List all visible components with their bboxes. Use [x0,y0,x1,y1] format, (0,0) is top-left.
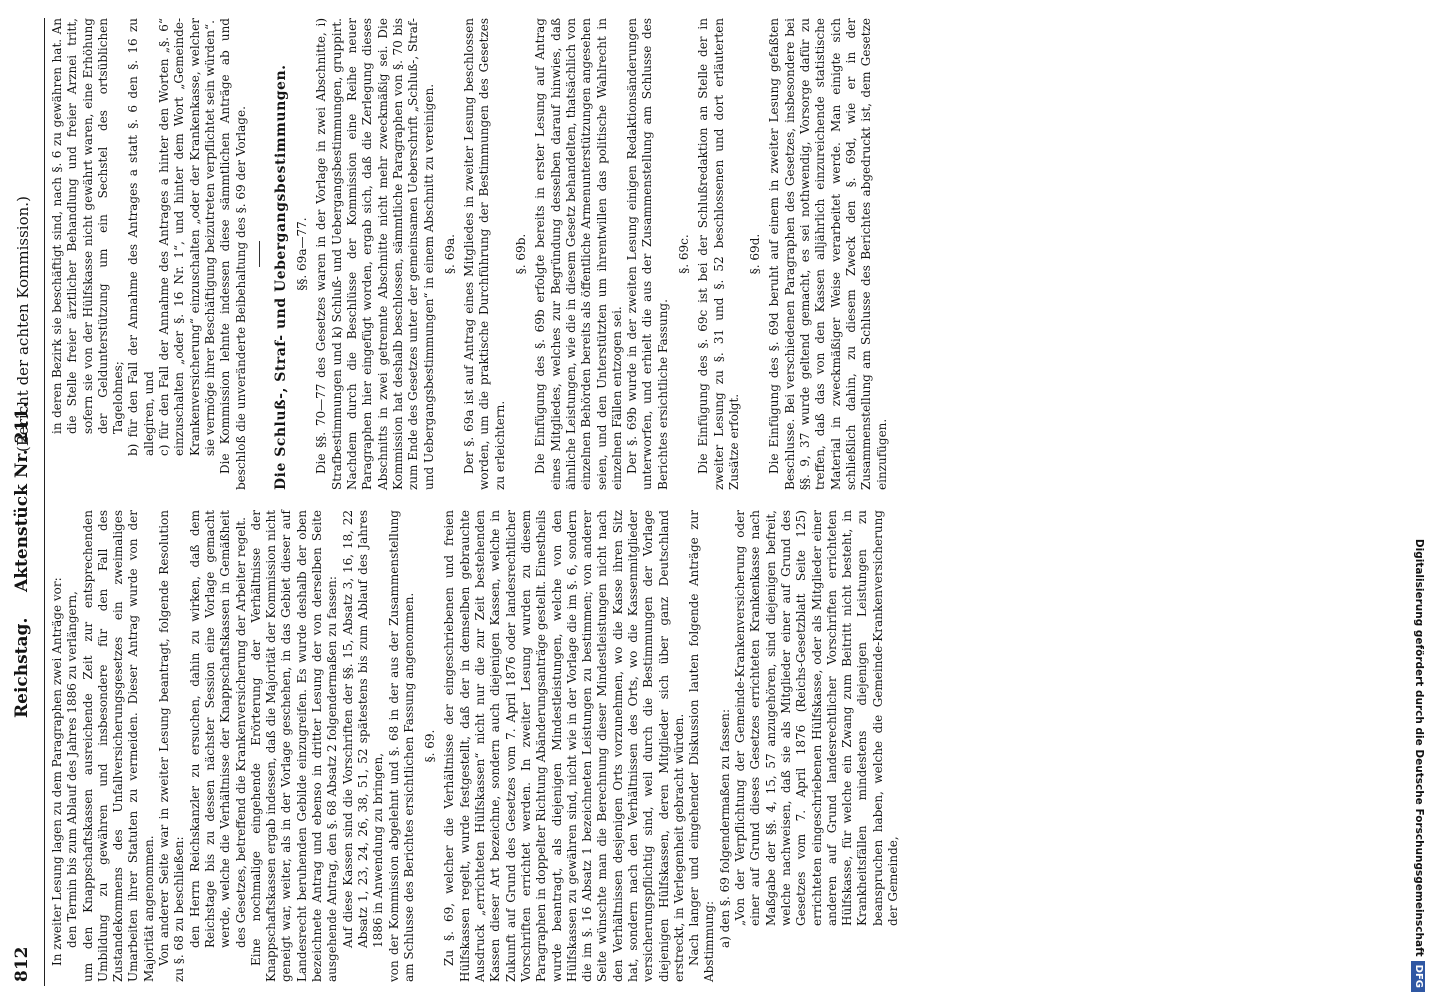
paragraph: Die Einfügung des §. 69c ist bei der Schlußredaktion an Stelle der in zweiter Lesung zu §. 31 und §. 52 beschlossenen und dort erläuterten Zusätze erfolgt. [696,18,741,490]
paragraph: um den Knappschaftskassen ausreichende Zeit zur entsprechenden Umbildung zu gewähren und insbesondere für den Fall des Zustandekommens des Unfallversicherungsgesetzes ein zweimaliges Umarbeiten ihrer Statuten zu vermeiden. Dieser Antrag wurde von der Majorität angenommen. [80,510,156,982]
quoted-proposal: den Termin bis zum Ablauf des Jahres 1886 zu verlängern, [65,591,80,948]
paragraph: Die §§. 70—77 des Gesetzes waren in der Vorlage in zwei Abschnitte, i) Strafbestimmungen und k) Schluß- und Uebergangsbestimmungen, gruppirt. Nachdem durch die Beschlüsse der Kommission eine Reihe neuer Paragraphen hier eingefügt worden, ergab sich, daß die Zerlegung dieses Abschnitts in zwei getrennte Abschnitte nicht mehr zweckmäßig sei. Die Kommission hat deshalb beschlossen, sämmtliche Paragraphen von §. 70 bis zum Ende des Gesetzes unter der gemeinsamen Ueberschrift „Schluß-, Straf- und Uebergangsbestimmungen“ in einem Abschnitt zu vereinigen. [314,18,436,490]
funding-notice [1406,0,1432,1000]
section-heading: §. 69b. [514,233,529,275]
motion-item: b) für den Fall der Annahme des Antrages a statt §. 6 den §. 16 zu allegiren, und [126,18,156,456]
paragraph: Die Einfügung des §. 69b erfolgte bereits in erster Lesung auf Antrag eines Mitgliedes, welches zur Begründung desselben darauf hinwies, daß ähnliche Leistungen, wie die in diesem Gesetz behandelten, thatsächlich von einzelnen Behörden bereits als öffentliche Armenunterstützungen angesehen seien, und den Unterstützten um ihrentwillen das politische Wahlrecht in einzelnen Fällen entzogen sei. [533,18,624,490]
paragraph: Der §. 69a ist auf Antrag eines Mitgliedes in zweiter Lesung beschlossen worden, um die praktische Durchführung der Bestimmungen des Gesetzes zu erleichtern. [462,18,507,490]
running-title-right: (Bericht der achten Kommission.) [14,196,32,452]
section-heading: §. 69a. [442,234,457,274]
paragraph: Die Einfügung des §. 69d beruht auf einem in zweiter Lesung gefaßten Beschlusse. Bei verschiedenen Paragraphen des Gesetzes, insbesondere bei §§. 9, 37 wurde geltend gemacht, es sei nothwendig, Vorsorge dafür zu treffen, daß das von den Kassen alljährlich einzureichende statistische Material in zweckmäßiger Weise verarbeitet werde. Man einigte sich schließlich dahin, zu diesem Zweck den §. 69d, wie er in der Zusammenstellung am Schlusse des Berichtes abgedruckt ist, dem Gesetze einzufügen. [767,18,889,490]
running-title-left: Reichstag. [12,617,32,718]
dfg-logo: DFG [1411,961,1425,992]
paragraph: von der Kommission abgelehnt und §. 68 in der aus der Zusammenstellung am Schlusse des Berichtes ersichtlichen Fassung angenommen. [386,510,416,982]
funding-notice-text: Digitalisierung gefördert durch die Deutsche Forschungsgemeinschaft [1413,538,1425,957]
right-column [50,18,890,490]
section-heading: §. 69d. [748,233,763,275]
header-rule [44,18,45,986]
left-column [50,510,901,982]
section-heading: §. 69. [423,729,438,763]
motion-item: c) für den Fall der Annahme des Antrages a hinter den Worten „§. 6“ einzuschalten „oder §. 16 Nr. 1“, und hinter dem Wort „Gemeinde-Krankenversicherung“ einzuschalten „oder der Krankenkasse, welcher sie vermöge ihrer Beschäftigung beizutreten verpflichtet sein würden“. [157,18,217,456]
motion-item: a) den §. 69 folgendermaßen zu fassen: [717,708,732,948]
paragraph: Nach langer und eingehender Diskussion lauten folgende Anträge zur Abstimmung: [687,510,717,982]
paragraph: Die Kommission lehnte indessen diese sämmtlichen Anträge ab und beschloß die unveränderte Beibehaltung des §. 69 der Vorlage. [218,18,248,490]
page-number: 812 [12,946,32,982]
paragraph: Eine nochmalige eingehende Erörterung der Verhältnisse der Knappschaftskassen ergab indessen, daß die Majorität der Kommission nicht geneigt war, weiter, als in der Vorlage geschehen, in das Gebiet dieser auf Landesrecht beruhenden Gebilde einzugreifen. Es wurde deshalb der oben bezeichnete Antrag und ebenso in dritter Lesung der von derselben Seite ausgehende Antrag, den §. 68 Absatz 2 folgendermaßen zu fassen: [248,510,340,982]
quoted-proposal: in deren Bezirk sie beschäftigt sind, nach §. 6 zu gewähren hat. An die Stelle freier ärztlicher Behandlung und freier Arznei tritt, sofern sie von der Hülfskasse nicht gewährt waren, eine Erhöhung der Geldunterstützung um ein Sechstel des ortsüblichen Tagelohnes; [50,18,126,434]
section-title: Die Schluß-, Straf- und Uebergangsbestimmungen. [272,64,289,490]
quoted-proposal: Auf diese Kassen sind die Vorschriften der §§. 15, Absatz 3, 16, 18, 22 Absatz 1, 23, 24, 26, 38, 51, 52 spätestens bis zum Ablauf des Jahres 1886 in Anwendung zu bringen, [340,510,386,948]
section-heading: §§. 69a—77. [295,217,310,291]
paragraph: Der §. 69b wurde in der zweiten Lesung einigen Redaktionsänderungen unterworfen, und erhielt die aus der Zusammenstellung am Schlusse des Berichtes ersichtliche Fassung. [625,18,670,490]
section-heading: §. 69c. [676,234,691,274]
quoted-proposal: „Von der Verpflichtung der Gemeinde-Krankenversicherung oder einer auf Grund dieses Gesetzes errichteten Krankenkasse nach Maßgabe der §§. 4, 15, 57 anzugehören, sind diejenigen befreit, welche nachweisen, daß sie als Mitglieder einer auf Grund des Gesetzes vom 7. April 1876 (Reichs-Gesetzblatt Seite 125) errichteten eingeschriebenen Hülfskasse, oder als Mitglieder einer anderen auf Grund landesrechtlicher Vorschriften errichteten Hülfskasse, für welche ein Zwang zum Beitritt nicht besteht, in Krankheitsfällen mindestens diejenigen Leistungen zu beanspruchen haben, welche die Gemeinde-Krankenversicherung der Gemeinde, [733,510,901,926]
paragraph: Zu §. 69, welcher die Verhältnisse der eingeschriebenen und freien Hülfskassen regelt, wurde festgestellt, daß der in demselben gebrauchte Ausdruck „errichteten Hülfskassen“ nicht nur die zur Zeit bestehenden Kassen dieser Art bezeichne, sondern auch diejenigen Kassen, welche in Zukunft auf Grund des Gesetzes vom 7. April 1876 oder landesrechtlicher Vorschriften errichtet werden. In zweiter Lesung wurden zu diesem Paragraphen in doppelter Richtung Abänderungsanträge gestellt. Einestheils wurde beantragt, als diejenigen Mindestleistungen, welche von den Hülfskassen zu gewähren sind, nicht wie in der Vorlage die im §. 6, sondern die im §. 16 Absatz 1 bezeichneten Leistungen zu bestimmen; von anderer Seite wünschte man die Berechnung dieser Mindestleistungen nicht nach den Verhältnissen desjenigen Orts vorzunehmen, wo die Kasse ihren Sitz hat, sondern nach den Verhältnissen des Orts, wo die Kassenmitglieder versicherungspflichtig sind, weil durch die Bestimmungen der Vorlage diejenigen Hülfskassen, deren Mitglieder sich über ganz Deutschland erstreckt, in Verlegenheit gebracht würden. [442,510,686,982]
resolution-text: den Herrn Reichskanzler zu ersuchen, dahin zu wirken, daß dem Reichstage bis zu dessen nächster Session eine Vorlage gemacht werde, welche die Verhältnisse der Knappschaftskassen in Gemäßheit des Gesetzes, betreffend die Krankenversicherung der Arbeiter regelt. [187,510,248,948]
document-label: Aktenstück Nr. 211. [12,401,32,592]
paragraph: Von anderer Seite war in zweiter Lesung beantragt, folgende Resolution zu §. 68 zu beschließen: [157,510,187,982]
paragraph: In zweiter Lesung lagen zu dem Paragraphen zwei Anträge vor: [50,577,64,966]
separator [259,241,260,267]
